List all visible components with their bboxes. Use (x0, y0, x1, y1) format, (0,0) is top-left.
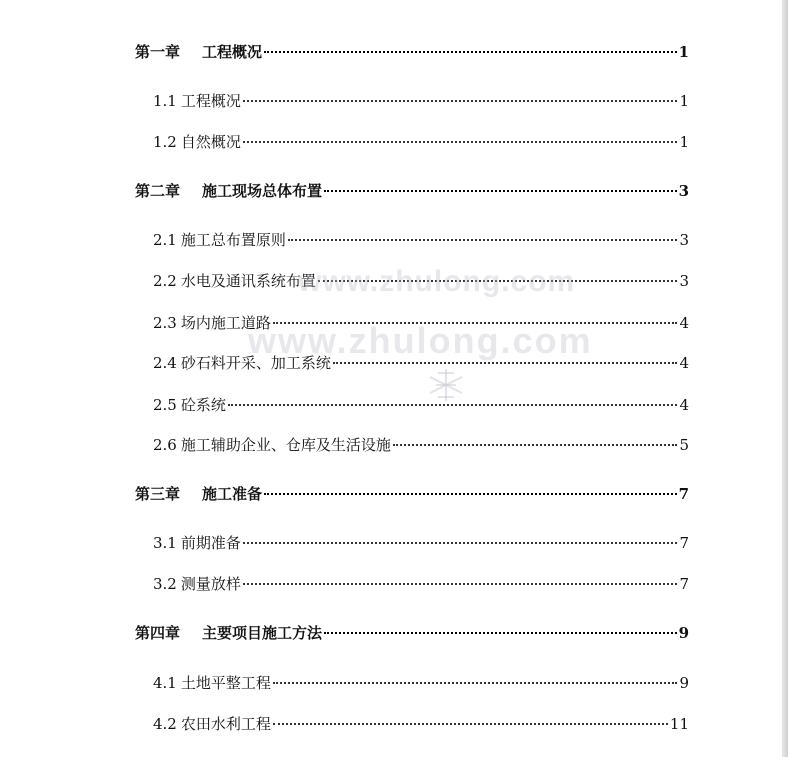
toc-page-number: 1 (679, 92, 689, 110)
watermark-text: www.zhulong.com (248, 320, 593, 361)
dot-leader (273, 682, 678, 684)
toc-page-number: 5 (679, 436, 689, 454)
dot-leader (333, 362, 678, 364)
toc-section-2-2[interactable] (153, 271, 689, 291)
dot-leader (324, 190, 677, 192)
toc-chapter-4[interactable] (135, 623, 689, 643)
toc-number: 第一章 (135, 43, 181, 61)
toc-page-number: 9 (679, 674, 689, 692)
toc-title: 施工现场总体布置 (202, 182, 323, 200)
dot-leader (243, 141, 678, 143)
toc-number: 2.5 (153, 396, 177, 414)
toc-page-number: 3 (678, 182, 689, 200)
toc-page-number: 7 (678, 485, 689, 503)
toc-page-number: 4 (679, 396, 689, 414)
toc-page-number: 4 (679, 314, 689, 332)
toc-title: 砼系统 (180, 396, 226, 414)
dot-leader (264, 493, 677, 495)
dot-leader (318, 280, 678, 282)
toc-page-number: 1 (678, 43, 689, 61)
toc-page-number: 1 (679, 133, 689, 151)
toc-number: 第四章 (135, 624, 181, 642)
toc-section-1-1[interactable] (153, 91, 689, 111)
toc-title: 施工总布置原则 (180, 231, 286, 249)
toc-number: 1.1 (153, 92, 177, 110)
toc-title: 工程概况 (180, 92, 241, 110)
toc-section-2-3[interactable] (153, 313, 689, 333)
toc-title: 施工准备 (202, 485, 263, 503)
dot-leader (273, 723, 668, 725)
toc-number: 3.2 (153, 575, 177, 593)
toc-number: 3.1 (153, 534, 177, 552)
toc-title: 测量放样 (180, 575, 241, 593)
toc-number: 2.4 (153, 354, 177, 372)
toc-number: 2.3 (153, 314, 177, 332)
toc-number: 1.2 (153, 133, 177, 151)
dot-leader (393, 444, 678, 446)
dot-leader (243, 583, 678, 585)
toc-section-4-1[interactable] (153, 673, 689, 693)
dot-leader (264, 51, 677, 53)
toc-title: 水电及通讯系统布置 (180, 272, 316, 290)
toc-page-number: 3 (679, 272, 689, 290)
toc-title: 施工辅助企业、仓库及生活设施 (180, 436, 391, 454)
toc-page-number: 3 (679, 231, 689, 249)
toc-title: 前期准备 (180, 534, 241, 552)
toc-chapter-2[interactable] (135, 181, 689, 201)
toc-number: 2.2 (153, 272, 177, 290)
toc-section-2-6[interactable] (153, 435, 689, 455)
dot-leader (273, 322, 678, 324)
toc-section-3-1[interactable] (153, 533, 689, 553)
dot-leader (243, 100, 678, 102)
toc-page-number: 4 (679, 354, 689, 372)
toc-title: 场内施工道路 (180, 314, 271, 332)
toc-chapter-1[interactable] (135, 42, 689, 62)
toc-title: 农田水利工程 (180, 715, 271, 733)
toc-title: 自然概况 (180, 133, 241, 151)
dot-leader (243, 542, 678, 544)
page-edge (782, 0, 788, 757)
toc-section-1-2[interactable] (153, 132, 689, 152)
toc-title: 主要项目施工方法 (202, 624, 323, 642)
toc-title: 土地平整工程 (180, 674, 271, 692)
dot-leader (324, 632, 677, 634)
toc-number: 4.2 (153, 715, 177, 733)
toc-page-number: 9 (678, 624, 689, 642)
toc-page-number: 7 (679, 534, 689, 552)
toc-number: 第三章 (135, 485, 181, 503)
dot-leader (228, 404, 678, 406)
toc-number: 2.6 (153, 436, 177, 454)
toc-section-4-2[interactable] (153, 714, 689, 734)
toc-page-number: 7 (679, 575, 689, 593)
toc-number: 2.1 (153, 231, 177, 249)
dot-leader (288, 239, 678, 241)
toc-title: 砂石料开采、加工系统 (180, 354, 331, 372)
toc-section-2-4[interactable] (153, 353, 689, 373)
toc-chapter-3[interactable] (135, 484, 689, 504)
toc-number: 第二章 (135, 182, 181, 200)
watermark-text: www.zhulong.com (298, 265, 576, 298)
toc-number: 4.1 (153, 674, 177, 692)
toc-section-3-2[interactable] (153, 574, 689, 594)
toc-page-number: 11 (669, 715, 689, 733)
toc-title: 工程概况 (202, 43, 263, 61)
toc-section-2-1[interactable] (153, 230, 689, 250)
toc-section-2-5[interactable] (153, 395, 689, 415)
